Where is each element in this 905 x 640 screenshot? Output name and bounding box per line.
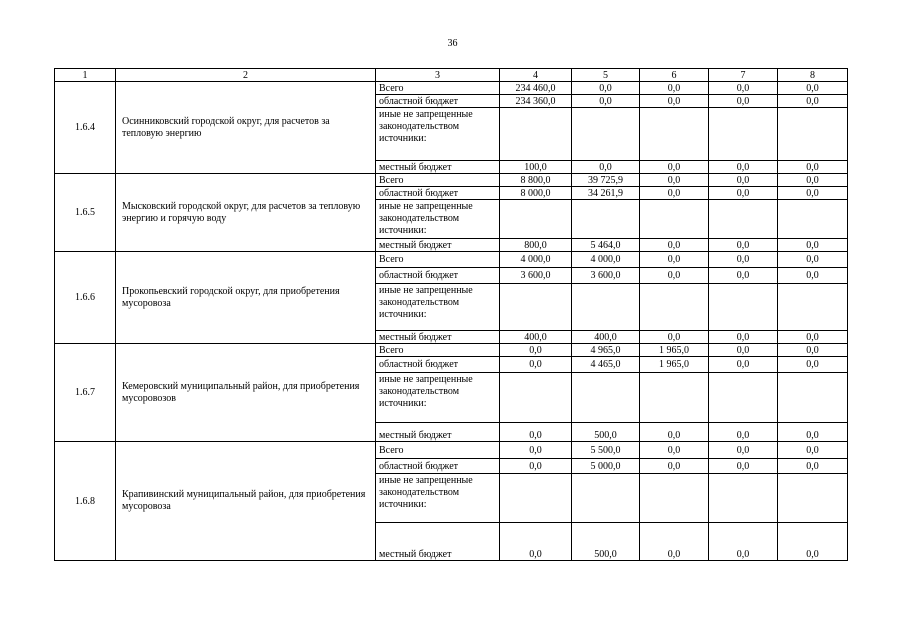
item-name: Кемеровский муниципальный район, для приобретения мусоровозов xyxy=(116,344,376,442)
funding-source: Всего xyxy=(376,252,500,268)
amount-cell xyxy=(778,474,848,523)
amount-cell: 0,0 xyxy=(640,423,709,442)
amount-cell: 0,0 xyxy=(572,161,640,174)
amount-cell: 0,0 xyxy=(640,174,709,187)
amount-cell: 0,0 xyxy=(709,174,778,187)
amount-cell xyxy=(500,474,572,523)
item-code: 1.6.6 xyxy=(55,252,116,344)
amount-cell: 0,0 xyxy=(778,252,848,268)
amount-cell xyxy=(640,108,709,161)
table-row xyxy=(55,174,848,187)
amount-cell: 4 000,0 xyxy=(500,252,572,268)
amount-cell xyxy=(640,474,709,523)
amount-cell xyxy=(572,284,640,331)
amount-cell: 400,0 xyxy=(500,331,572,344)
header-cell: 8 xyxy=(778,69,848,82)
amount-cell: 1 965,0 xyxy=(640,344,709,357)
amount-cell: 0,0 xyxy=(709,187,778,200)
amount-cell xyxy=(709,200,778,239)
amount-cell: 0,0 xyxy=(778,161,848,174)
amount-cell: 0,0 xyxy=(640,95,709,108)
funding-source: Всего xyxy=(376,174,500,187)
amount-cell: 0,0 xyxy=(709,331,778,344)
amount-cell: 0,0 xyxy=(500,344,572,357)
amount-cell xyxy=(709,108,778,161)
table-row xyxy=(55,252,848,268)
amount-cell: 0,0 xyxy=(709,268,778,284)
amount-cell: 4 000,0 xyxy=(572,252,640,268)
amount-cell: 0,0 xyxy=(709,82,778,95)
amount-cell: 400,0 xyxy=(572,331,640,344)
amount-cell: 0,0 xyxy=(778,331,848,344)
amount-cell xyxy=(500,200,572,239)
amount-cell: 1 965,0 xyxy=(640,357,709,373)
amount-cell: 0,0 xyxy=(640,252,709,268)
amount-cell: 0,0 xyxy=(778,344,848,357)
amount-cell: 100,0 xyxy=(500,161,572,174)
funding-source: областной бюджет xyxy=(376,187,500,200)
amount-cell xyxy=(640,284,709,331)
amount-cell: 0,0 xyxy=(572,95,640,108)
amount-cell xyxy=(572,200,640,239)
amount-cell xyxy=(709,373,778,423)
amount-cell: 0,0 xyxy=(778,187,848,200)
header-cell: 3 xyxy=(376,69,500,82)
amount-cell: 800,0 xyxy=(500,239,572,252)
item-name: Осинниковский городской округ, для расчетов за тепловую энергию xyxy=(116,82,376,174)
amount-cell: 0,0 xyxy=(778,442,848,459)
item-name: Мысковский городской округ, для расчетов за тепловую энергию и горячую воду xyxy=(116,174,376,252)
amount-cell: 0,0 xyxy=(709,423,778,442)
header-cell: 4 xyxy=(500,69,572,82)
amount-cell: 0,0 xyxy=(778,174,848,187)
funding-source: областной бюджет xyxy=(376,95,500,108)
amount-cell: 0,0 xyxy=(709,95,778,108)
amount-cell: 0,0 xyxy=(709,357,778,373)
funding-source: иные не запрещенные законодательством источники: xyxy=(376,200,500,239)
header-cell: 1 xyxy=(55,69,116,82)
funding-source: местный бюджет xyxy=(376,161,500,174)
amount-cell xyxy=(500,284,572,331)
amount-cell: 0,0 xyxy=(778,95,848,108)
amount-cell: 8 000,0 xyxy=(500,187,572,200)
amount-cell: 0,0 xyxy=(778,423,848,442)
amount-cell: 500,0 xyxy=(572,423,640,442)
amount-cell: 0,0 xyxy=(778,523,848,561)
amount-cell xyxy=(500,373,572,423)
amount-cell: 0,0 xyxy=(709,239,778,252)
funding-source: областной бюджет xyxy=(376,357,500,373)
amount-cell: 34 261,9 xyxy=(572,187,640,200)
funding-source: Всего xyxy=(376,82,500,95)
amount-cell: 0,0 xyxy=(500,423,572,442)
item-code: 1.6.4 xyxy=(55,82,116,174)
item-code: 1.6.7 xyxy=(55,344,116,442)
amount-cell xyxy=(709,284,778,331)
amount-cell: 0,0 xyxy=(778,82,848,95)
amount-cell xyxy=(709,474,778,523)
amount-cell: 0,0 xyxy=(709,344,778,357)
amount-cell: 3 600,0 xyxy=(500,268,572,284)
item-code: 1.6.5 xyxy=(55,174,116,252)
amount-cell: 0,0 xyxy=(709,442,778,459)
amount-cell: 0,0 xyxy=(640,268,709,284)
amount-cell xyxy=(572,373,640,423)
amount-cell: 0,0 xyxy=(640,523,709,561)
amount-cell xyxy=(640,200,709,239)
funding-source: иные не запрещенные законодательством источники: xyxy=(376,373,500,423)
funding-source: иные не запрещенные законодательством источники: xyxy=(376,474,500,523)
funding-source: Всего xyxy=(376,442,500,459)
amount-cell: 0,0 xyxy=(640,187,709,200)
amount-cell: 0,0 xyxy=(778,357,848,373)
amount-cell: 5 464,0 xyxy=(572,239,640,252)
amount-cell: 0,0 xyxy=(709,161,778,174)
amount-cell: 0,0 xyxy=(500,523,572,561)
funding-source: Всего xyxy=(376,344,500,357)
funding-source: местный бюджет xyxy=(376,523,500,561)
amount-cell xyxy=(778,108,848,161)
item-code: 1.6.8 xyxy=(55,442,116,561)
amount-cell: 4 465,0 xyxy=(572,357,640,373)
table-row xyxy=(55,82,848,95)
header-cell: 5 xyxy=(572,69,640,82)
amount-cell: 0,0 xyxy=(640,442,709,459)
funding-source: областной бюджет xyxy=(376,459,500,474)
page-number: 36 xyxy=(447,38,458,49)
amount-cell: 0,0 xyxy=(778,268,848,284)
amount-cell xyxy=(778,200,848,239)
funding-source: местный бюджет xyxy=(376,331,500,344)
funding-source: местный бюджет xyxy=(376,239,500,252)
amount-cell xyxy=(778,373,848,423)
item-name: Прокопьевский городской округ, для приобретения мусоровоза xyxy=(116,252,376,344)
item-name: Крапивинский муниципальный район, для приобретения мусоровоза xyxy=(116,442,376,561)
amount-cell: 0,0 xyxy=(500,459,572,474)
amount-cell xyxy=(778,284,848,331)
amount-cell: 0,0 xyxy=(778,239,848,252)
table-row xyxy=(55,442,848,459)
header-cell: 2 xyxy=(116,69,376,82)
amount-cell: 500,0 xyxy=(572,523,640,561)
amount-cell: 0,0 xyxy=(709,459,778,474)
amount-cell: 0,0 xyxy=(778,459,848,474)
amount-cell: 0,0 xyxy=(572,82,640,95)
amount-cell: 0,0 xyxy=(709,523,778,561)
amount-cell: 0,0 xyxy=(640,331,709,344)
header-cell: 6 xyxy=(640,69,709,82)
amount-cell: 39 725,9 xyxy=(572,174,640,187)
amount-cell: 0,0 xyxy=(500,357,572,373)
funding-source: иные не запрещенные законодательством источники: xyxy=(376,108,500,161)
amount-cell xyxy=(640,373,709,423)
funding-source: иные не запрещенные законодательством источники: xyxy=(376,284,500,331)
amount-cell xyxy=(572,474,640,523)
amount-cell: 0,0 xyxy=(640,161,709,174)
amount-cell: 0,0 xyxy=(640,239,709,252)
amount-cell: 234 460,0 xyxy=(500,82,572,95)
amount-cell: 234 360,0 xyxy=(500,95,572,108)
amount-cell: 3 600,0 xyxy=(572,268,640,284)
amount-cell: 8 800,0 xyxy=(500,174,572,187)
funding-source: местный бюджет xyxy=(376,423,500,442)
budget-table xyxy=(54,68,848,561)
header-cell: 7 xyxy=(709,69,778,82)
amount-cell: 5 000,0 xyxy=(572,459,640,474)
amount-cell xyxy=(500,108,572,161)
amount-cell: 4 965,0 xyxy=(572,344,640,357)
funding-source: областной бюджет xyxy=(376,268,500,284)
amount-cell: 0,0 xyxy=(500,442,572,459)
table-row xyxy=(55,344,848,357)
amount-cell xyxy=(572,108,640,161)
table-body xyxy=(55,69,848,561)
amount-cell: 0,0 xyxy=(640,459,709,474)
amount-cell: 0,0 xyxy=(709,252,778,268)
amount-cell: 0,0 xyxy=(640,82,709,95)
header-row xyxy=(55,69,848,82)
amount-cell: 5 500,0 xyxy=(572,442,640,459)
